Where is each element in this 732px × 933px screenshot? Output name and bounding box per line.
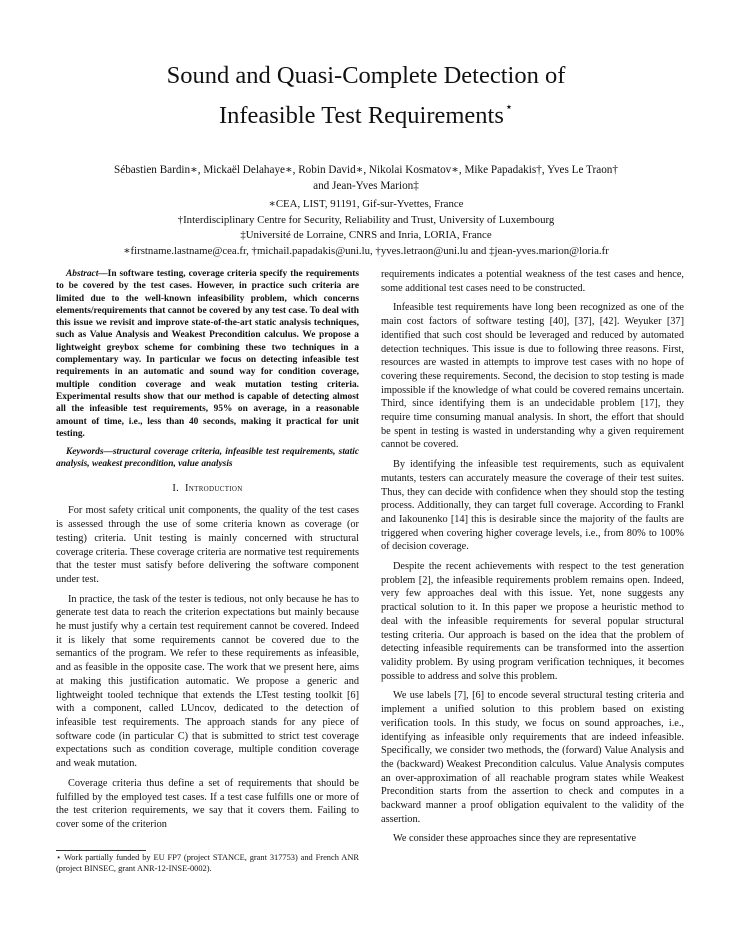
author-line-1: Sébastien Bardin∗, Mickaël Delahaye∗, Robin David∗, Nikolai Kosmatov∗, Mike Papadakis†, Yves Le Traon†: [114, 164, 618, 176]
paper-title: [60, 60, 672, 131]
section-heading-introduction: [56, 482, 359, 496]
affiliation-cea: ∗CEA, LIST, 91191, Gif-sur-Yvettes, France: [268, 198, 464, 210]
author-line-2: and Jean-Yves Marion‡: [313, 179, 419, 192]
title-footnote-star: ⋆: [504, 99, 514, 114]
right-column: [381, 268, 684, 852]
title-line-2-text: Infeasible Test Requirements: [218, 102, 504, 129]
section-title: Introduction: [184, 482, 243, 494]
author-emails: ∗firstname.lastname@cea.fr, †michail.papadakis@uni.lu, †yves.letraon@uni.lu and ‡jean-yves.marion@loria.fr: [123, 244, 609, 257]
right-paragraph-4: Despite the recent achievements with respect to the test generation problem [2], the infeasible requirements problem remains open. Indeed, very few approaches deal with this issue. Yet, none suggests any practical solution to it. In this paper we propose a heuristic method to deal with the infeasible requirements for several popular structural testing criteria. Our approach is based on the idea that the problem of detecting infeasible requirements can be transformed into the assertion validity problem. By using program verification techniques, it becomes possible to address and solve this problem.: [381, 561, 684, 682]
abstract-text: —In software testing, coverage criteria specify the requirements to be covered by the test cases. However, in practice such criteria are limited due to the well-known infeasibility problem, which concerns elements/requirements that cannot be covered by any test case. To deal with this issue we revisit and improve state-of-the-art static analysis techniques, such as Value Analysis and Weakest Precondition calculus. We propose a lightweight greybox scheme for combining these two techniques in a complementary way. In particular we focus on detecting infeasible test requirements in an automatic and sound way for condition coverage, multiple condition coverage and weak mutation testing criteria. Experimental results show that our method is capable of detecting almost all the infeasible test requirements, 95% on average, in a reasonable amount of time, i.e., less than 40 seconds, making it practical for unit testing.: [56, 269, 359, 439]
keywords-text: —structural coverage criteria, infeasible test requirements, static analysis, weakest precondition, value analysis: [56, 447, 359, 470]
right-paragraph-6: We consider these approaches since they are representative: [393, 833, 637, 845]
intro-paragraph-2: In practice, the task of the tester is tedious, not only because he has to generate test data to reach the criterion expectations but mainly because he must justify why a certain test requirement cannot be covered. Indeed it is likely that some requirements cannot be covered due to the semantics of the program. We refer to these requirements as infeasible, and as feasible in the opposite case. The work that we present here, aims at making this justification automatic. We propose a generic and lightweight tooled technique that extends the LTest testing toolkit [6] with a component, called LUncov, dedicated to the detection of infeasible test requirements. The approach stands for any piece of software code (in particular C) that is submitted to strict test coverage expectations such as condition coverage, multiple condition coverage and weak mutation.: [56, 593, 359, 770]
right-paragraph-1: requirements indicates a potential weakness of the test cases and hence, some additional test cases need to be constructed.: [381, 269, 684, 294]
keywords-label: Keywords: [66, 447, 104, 458]
intro-paragraph-3: Coverage criteria thus define a set of requirements that should be fulfilled by the employed test cases. If a test case fulfills one or more of the test criterion requirements, we say that it covers them. Failing to cover some of the criterion: [56, 777, 359, 830]
funding-footnote: ⋆ Work partially funded by EU FP7 (project STANCE, grant 317753) and French ANR (project BINSEC, grant ANR-12-INSE-0002).: [56, 853, 359, 873]
affiliation-luxembourg: †Interdisciplinary Centre for Security, Reliability and Trust, University of Luxembourg: [177, 213, 555, 226]
left-column: [56, 268, 359, 838]
abstract-label: Abstract: [66, 269, 99, 279]
affiliation-loria: ‡Université de Lorraine, CNRS and Inria, LORIA, France: [240, 229, 492, 242]
right-paragraph-3: By identifying the infeasible test requirements, such as equivalent mutants, testers can accurately measure the coverage of their test suites. Thus, they can decide with confidence when they should stop the testing process. Additionally, they can target full coverage. According to Frankl and Iakounenko [14] this is desirable since the majority of the faults are triggered when covering higher coverage levels, i.e., from 80% to 100% of decision coverage.: [381, 459, 684, 553]
author-list: [40, 163, 692, 194]
footnote-divider: [56, 850, 146, 851]
right-paragraph-5: We use labels [7], [6] to encode several structural testing criteria and implement a unified solution to this problem based on existing verification tools. In this study, we focus on sound approaches, i.e., identifying as infeasible only requirements that are indeed infeasible. Specifically, we consider two methods, the (forward) Value Analysis and the (backward) Weakest Precondition calculus. Value Analysis computes an over-approximation of all reachable program states while Weakest Precondition starts from the assertion to check and computes in a backward manner a proof obligation equivalent to the validity of the assertion.: [381, 690, 684, 825]
title-line-1: Sound and Quasi-Complete Detection of: [166, 62, 566, 89]
intro-paragraph-1: For most safety critical unit components, the quality of the test cases is assessed through the use of some criteria known as coverage (or testing) criteria. Unit testing is mainly concerned with structural coverage criteria. These coverage criteria are normative test requirements that the tester must satisfy before delivering the software component under test.: [56, 505, 359, 585]
title-line-2: [60, 91, 672, 131]
section-number: I.: [172, 482, 180, 494]
abstract: [56, 268, 359, 440]
keywords: [56, 446, 359, 471]
affiliations: [40, 197, 692, 259]
right-paragraph-2: Infeasible test requirements have long been recognized as one of the main cost factors of software testing [40], [37], [42]. Weyuker [37] identified that such cost should be leveraged and reduced by automated detection techniques. This issue is due to following three reasons. First, resources are wasted in attempts to improve test cases with no hope of covering these requirements. Second, the decision to stop testing is made impossible if the knowledge of what could be covered remains uncertain. Third, since identifying them is an undecidable problem [17], they require time consuming manual analysis. In short, the effort that should be spent in testing is wasted in understanding why a given requirement cannot be covered.: [381, 302, 684, 451]
